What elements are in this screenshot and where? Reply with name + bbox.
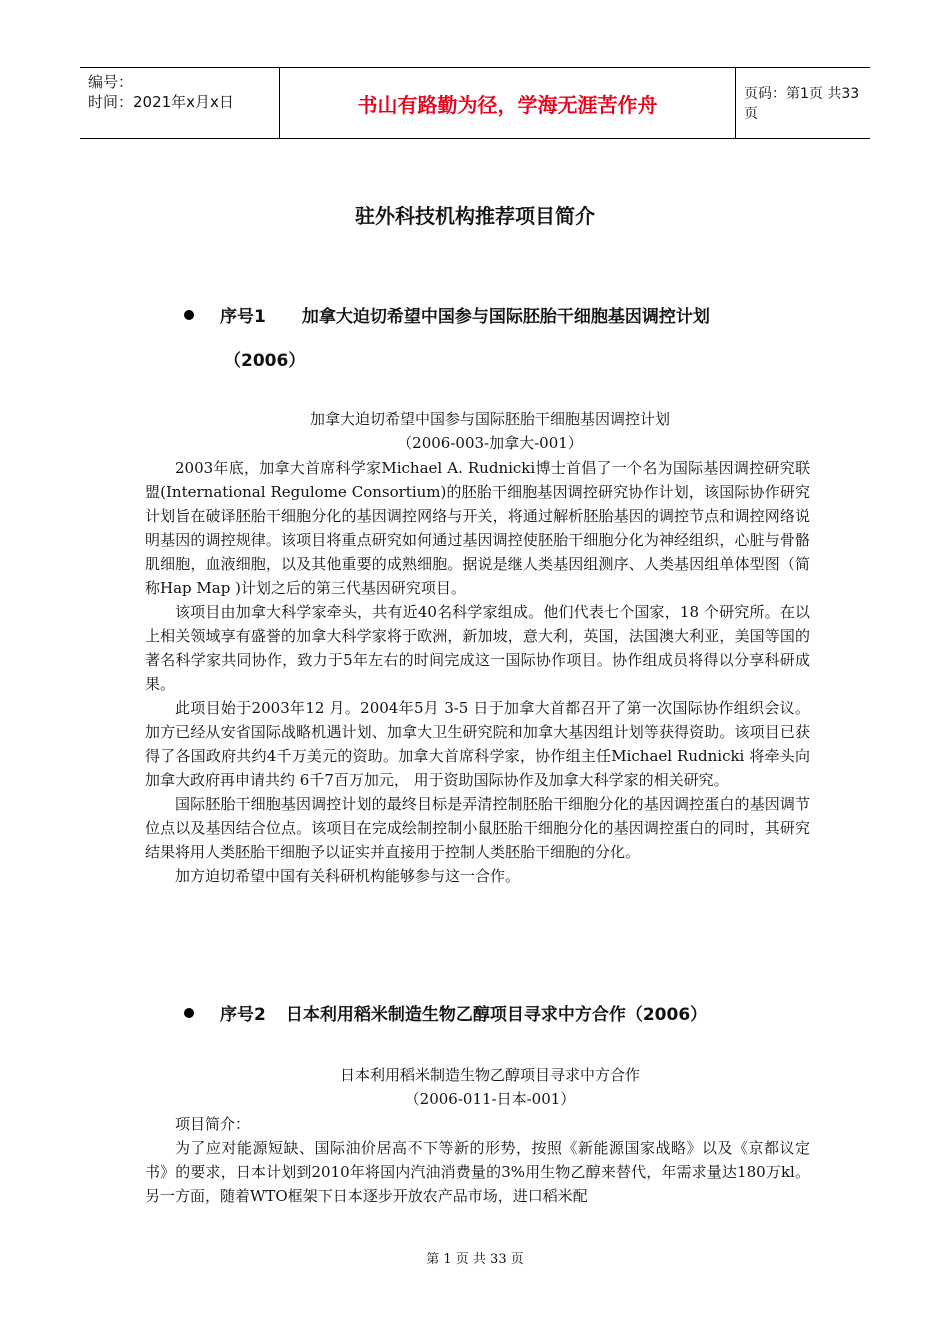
- paragraph: 为了应对能源短缺、国际油价居高不下等新的形势，按照《新能源国家战略》以及《京都议定书》的要求，日本计划到2010年将国内汽油消费量的3%用生物乙醇来替代，年需求量达180万kl。另一方面，随着WTO框架下日本逐步开放农产品市场，进口稻米配: [145, 1139, 810, 1205]
- section1-year: （2006）: [224, 351, 306, 371]
- paragraph: 该项目由加拿大科学家牵头，共有近40名科学家组成。他们代表七个国家，18 个研究所。在以上相关领域享有盛誉的加拿大科学家将于欧洲，新加坡，意大利，英国，法国澳大利亚，美国等国的著名科学家共同协作，致力于5年左右的时间完成这一国际协作项目。协作组成员将得以分享科研成果。: [145, 603, 810, 693]
- motto: 书山有路勤为径，学海无涯苦作舟: [357, 92, 658, 117]
- bullet-icon: [184, 310, 194, 320]
- section2-heading-text: 日本利用稻米制造生物乙醇项目寻求中方合作（2006）: [285, 1005, 708, 1025]
- section1-heading: [184, 302, 710, 327]
- number-label: 编号：: [88, 73, 134, 91]
- document-header: [80, 67, 870, 139]
- bullet-icon: [184, 1008, 194, 1018]
- intro-label: 项目简介：: [175, 1115, 251, 1133]
- date-label: 时间：2021年x月x日: [88, 93, 234, 111]
- section1-code: （2006-003-加拿大-001）: [397, 434, 583, 452]
- header-meta: [80, 68, 280, 138]
- paragraph: 2003年底，加拿大首席科学家Michael A. Rudnicki博士首倡了一个名为国际基因调控研究联盟(International Regulome Consortium)的胚胎干细胞基因调控研究协作计划，该国际协作研究计划旨在破译胚胎干细胞分化的基因调控网络与开关，将通过解析胚胎基因的调控节点和调控网络说明基因的调控规律。该项目将重点研究如何通过基因调控使胚胎干细胞分化为神经组织，心脏与骨骼肌细胞，血液细胞，以及其他重要的成熟细胞。据说是继人类基因组测序、人类基因组单体型图（简称Hap Map )计划之后的第三代基因研究项目。: [145, 459, 810, 597]
- page-title: 驻外科技机构推荐项目简介: [355, 204, 595, 228]
- section1-number: 序号1: [220, 307, 266, 327]
- header-motto-cell: [280, 68, 736, 138]
- paragraph: 此项目始于2003年12 月。2004年5月 3-5 日于加拿大首都召开了第一次国际协作组织会议。加方已经从安省国际战略机遇计划、加拿大卫生研究院和加拿大基因组计划等获得资助。该项目已获得了各国政府共约4千万美元的资助。加拿大首席科学家，协作组主任Michael Rudnicki 将牵头向加拿大政府再申请共约 6千7百万加元， 用于资助国际协作及加拿大科学家的相关研究。: [145, 699, 810, 789]
- page-footer: 第 1 页 共 33 页: [426, 1252, 524, 1267]
- section2-heading: [184, 1000, 707, 1025]
- paragraph: 国际胚胎干细胞基因调控计划的最终目标是弄清控制胚胎干细胞分化的基因调控蛋白的基因调节位点以及基因结合位点。该项目在完成绘制控制小鼠胚胎干细胞分化的基因调控蛋白的同时，其研究结果将用人类胚胎干细胞予以证实并直接用于控制人类胚胎干细胞的分化。: [145, 795, 810, 861]
- section1-body: [145, 456, 810, 888]
- section2-code: （2006-011-日本-001）: [404, 1090, 576, 1108]
- paragraph: 加方迫切希望中国有关科研机构能够参与这一合作。: [175, 867, 521, 885]
- section1-subtitle: 加拿大迫切希望中国参与国际胚胎干细胞基因调控计划: [309, 410, 670, 428]
- page-info: 页码：第1页 共33页: [744, 86, 860, 122]
- section2-number: 序号2: [220, 1005, 266, 1025]
- section2-body: [145, 1112, 810, 1208]
- section1-heading-text: 加拿大迫切希望中国参与国际胚胎干细胞基因调控计划: [301, 307, 710, 327]
- section2-subtitle: 日本利用稻米制造生物乙醇项目寻求中方合作: [339, 1066, 640, 1084]
